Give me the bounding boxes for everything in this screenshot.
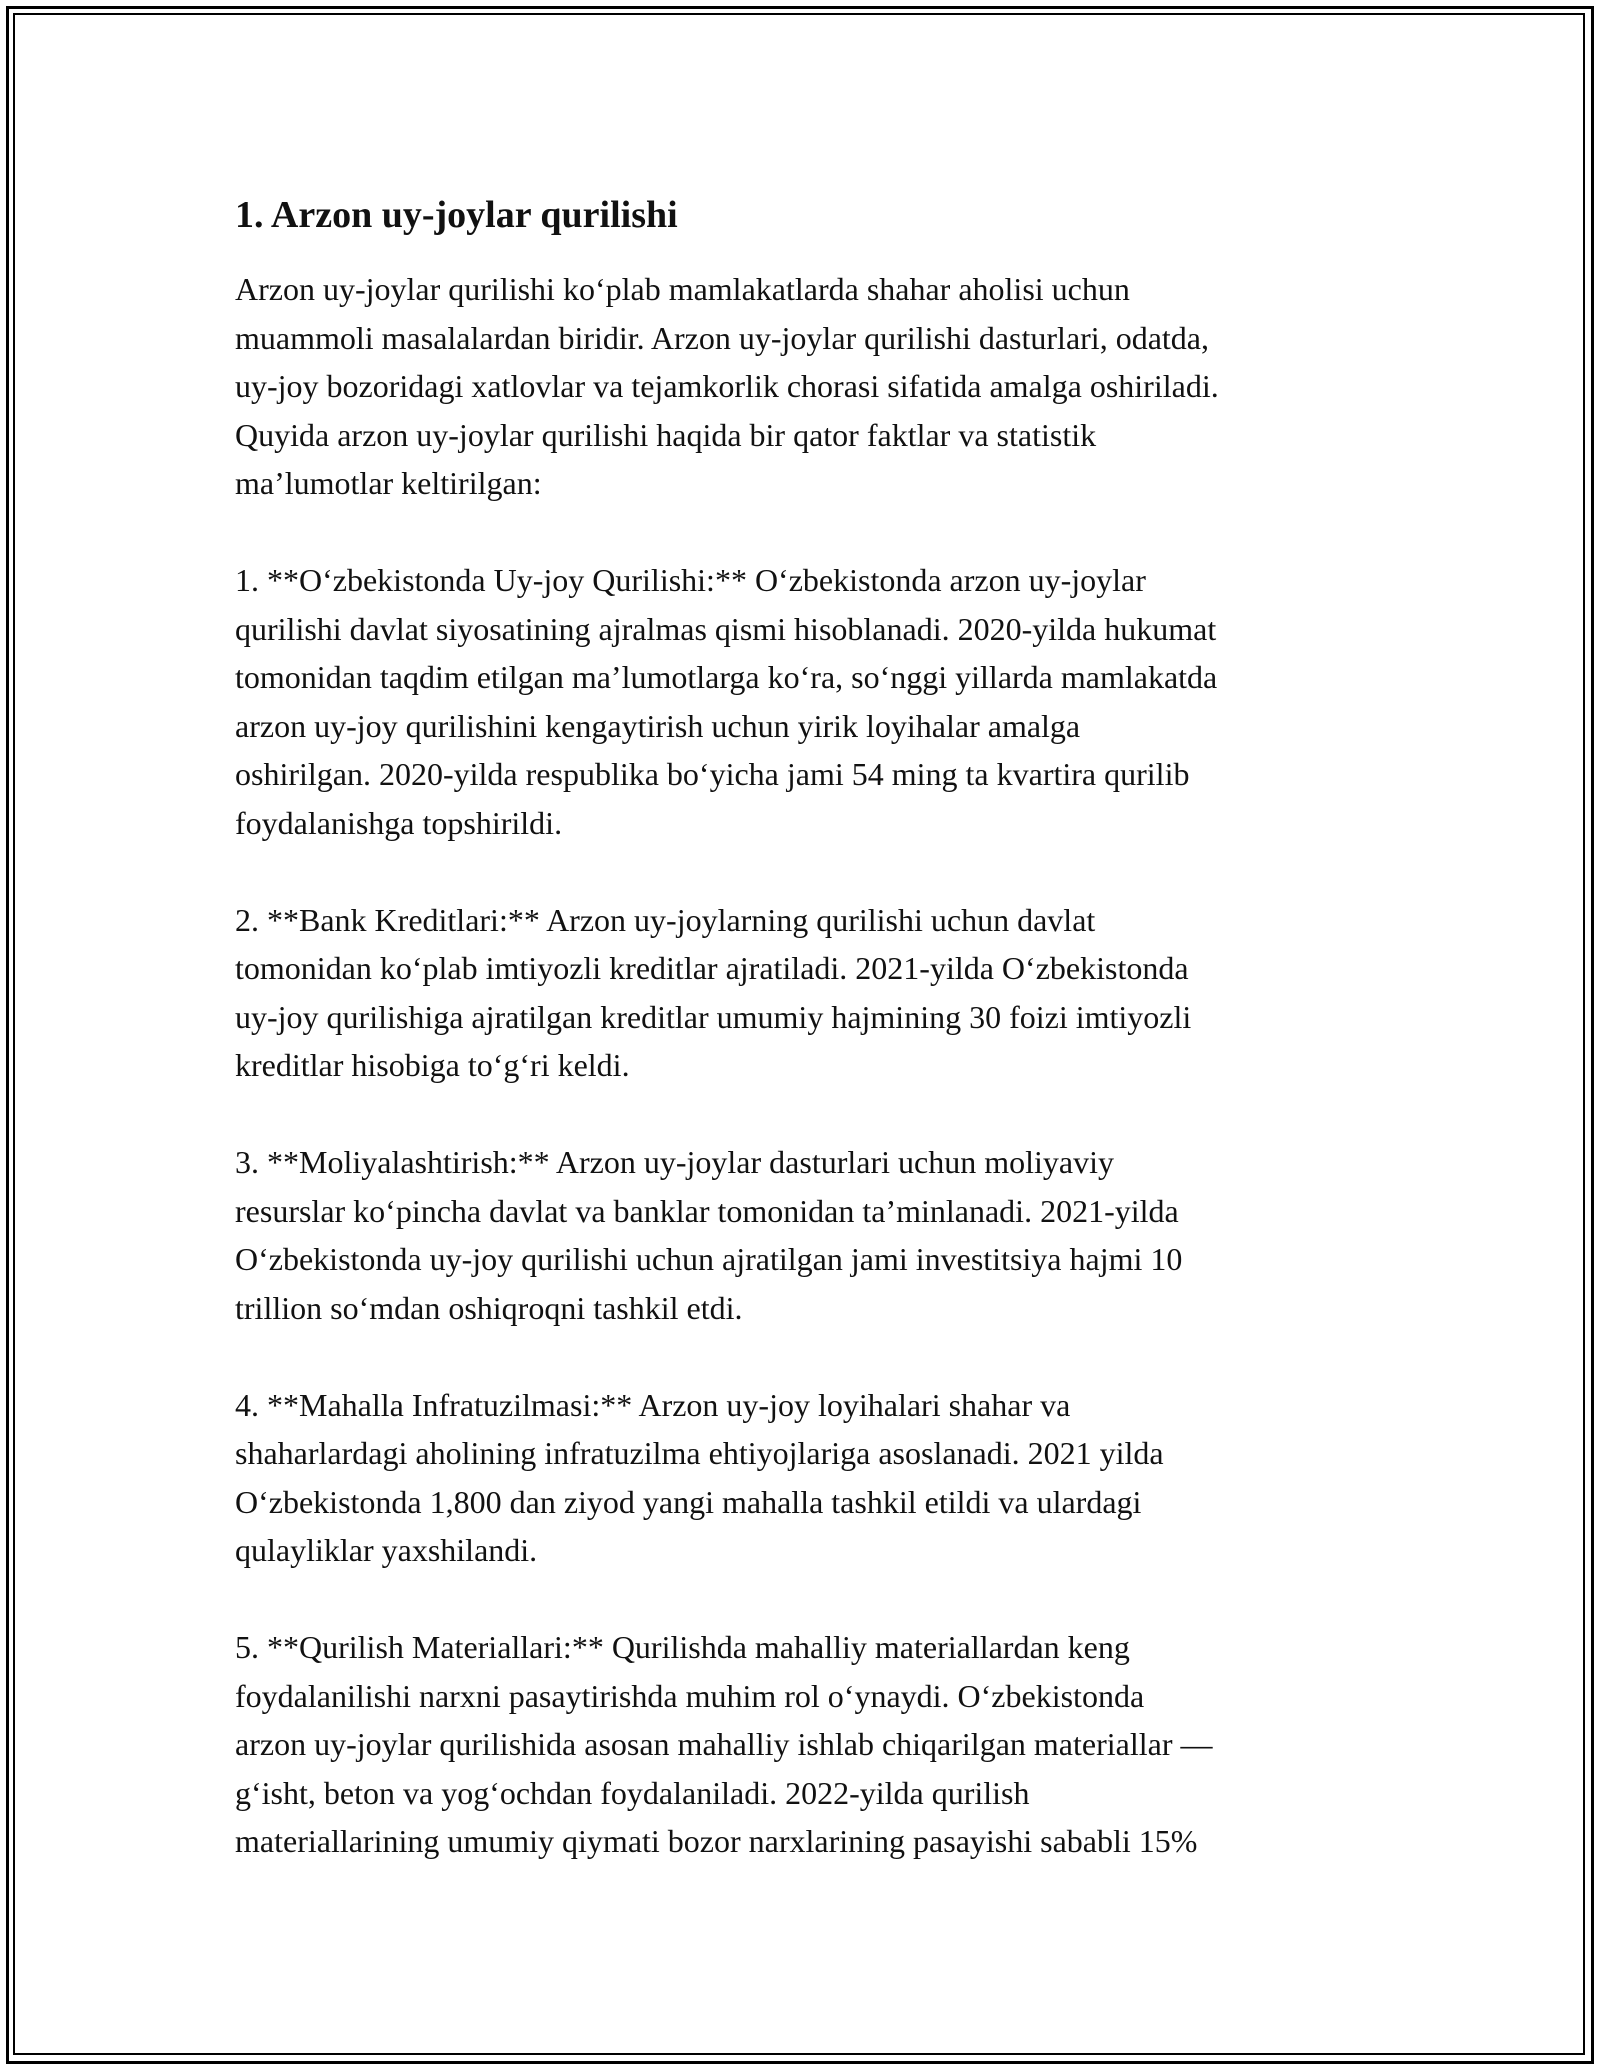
paragraph-line: arzon uy-joy qurilishini kengaytirish uchun yirik loyihalar amalga	[235, 707, 1081, 744]
paragraph-line: shaharlardagi aholining infratuzilma ehtiyojlariga asoslanadi. 2021 yilda	[235, 1435, 1164, 1471]
paragraph	[235, 1381, 1375, 1575]
paragraph-line: Arzon uy-joylar qurilishi ko‘plab mamlakatlarda shahar aholisi uchun	[235, 271, 1130, 307]
paragraph	[235, 896, 1375, 1090]
paragraph-line: oshirilgan. 2020-yilda respublika bo‘yicha jami 54 ming ta kvartira qurilib	[235, 756, 1190, 792]
paragraph-line: 5. **Qurilish Materiallari:** Qurilishda mahalliy materiallardan keng	[235, 1629, 1130, 1665]
paragraph-line: O‘zbekistonda uy-joy qurilishi uchun ajratilgan jami investitsiya hajmi 10	[235, 1241, 1183, 1277]
paragraph-line: foydalanilishi narxni pasaytirishda muhim rol o‘ynaydi. O‘zbekistonda	[235, 1677, 1145, 1714]
paragraph-line: g‘isht, beton va yog‘ochdan foydalaniladi. 2022-yilda qurilish	[235, 1774, 1030, 1811]
paragraph-line: trillion so‘mdan oshiqroqni tashkil etdi.	[235, 1289, 743, 1326]
paragraph-line: foydalanishga topshirildi.	[235, 804, 563, 841]
paragraph	[235, 1138, 1375, 1332]
paragraph-line: qulayliklar yaxshilandi.	[235, 1532, 538, 1568]
paragraph-line: Quyida arzon uy-joylar qurilishi haqida bir qator faktlar va statistik	[235, 416, 1097, 453]
paragraph	[235, 556, 1375, 847]
paragraph-line: O‘zbekistonda 1,800 dan ziyod yangi mahalla tashkil etildi va ulardagi	[235, 1483, 1142, 1520]
paragraph	[235, 1623, 1375, 1866]
paragraph-line: muammoli masalalardan biridir. Arzon uy-joylar qurilishi dasturlari, odatda,	[235, 319, 1209, 356]
paragraph-line: materiallarining umumiy qiymati bozor narxlarining pasayishi sababli 15%	[235, 1823, 1198, 1859]
paragraph-line: uy-joy qurilishiga ajratilgan kreditlar umumiy hajmining 30 foizi imtiyozli	[235, 998, 1192, 1035]
paragraph-line: 3. **Moliyalashtirish:** Arzon uy-joylar dasturlari uchun moliyaviy	[235, 1144, 1114, 1180]
paragraph-line: resurslar ko‘pincha davlat va banklar tomonidan ta’minlanadi. 2021-yilda	[235, 1192, 1179, 1229]
paragraph-line: 1. **O‘zbekistonda Uy-joy Qurilishi:** O‘zbekistonda arzon uy-joylar	[235, 562, 1146, 598]
document-title: 1. Arzon uy-joylar qurilishi	[235, 194, 678, 236]
paragraph-list	[235, 265, 1375, 1866]
paragraph-line: 4. **Mahalla Infratuzilmasi:** Arzon uy-joy loyihalari shahar va	[235, 1386, 1071, 1423]
paragraph-line: kreditlar hisobiga to‘g‘ri keldi.	[235, 1047, 630, 1083]
paragraph-line: ma’lumotlar keltirilgan:	[235, 465, 542, 501]
paragraph	[235, 265, 1375, 508]
paragraph-line: arzon uy-joylar qurilishida asosan mahalliy ishlab chiqarilgan materiallar —	[235, 1726, 1213, 1762]
paragraph-line: uy-joy bozoridagi xatlovlar va tejamkorlik chorasi sifatida amalga oshiriladi.	[235, 368, 1219, 404]
paragraph-line: tomonidan ko‘plab imtiyozli kreditlar ajratiladi. 2021-yilda O‘zbekistonda	[235, 950, 1189, 986]
paragraph-line: tomonidan taqdim etilgan ma’lumotlarga ko‘ra, so‘nggi yillarda mamlakatda	[235, 659, 1218, 695]
document-body	[235, 185, 1375, 1914]
paragraph-line: qurilishi davlat siyosatining ajralmas qismi hisoblanadi. 2020-yilda hukumat	[235, 610, 1217, 647]
paragraph-line: 2. **Bank Kreditlari:** Arzon uy-joylarning qurilishi uchun davlat	[235, 901, 1096, 938]
